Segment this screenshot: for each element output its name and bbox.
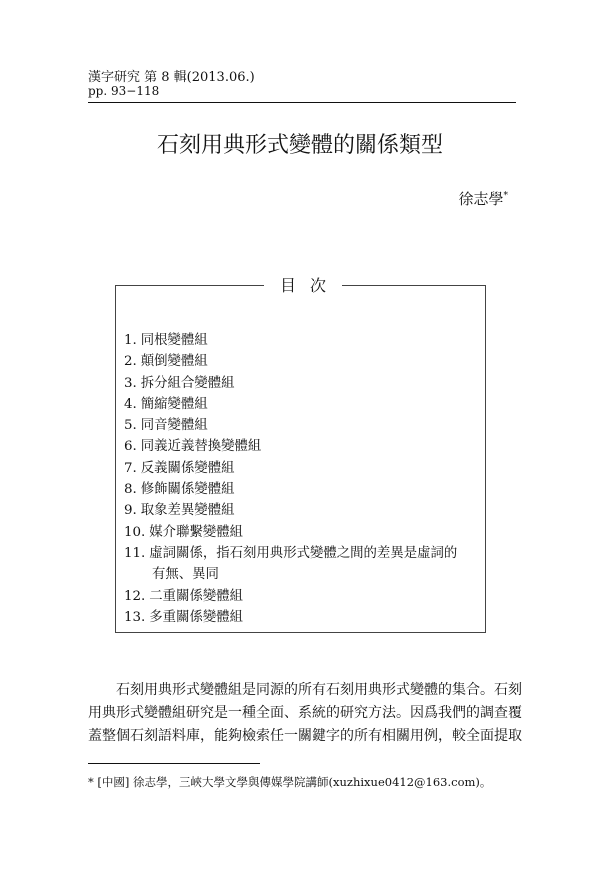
toc-item [124,330,484,351]
toc-item [124,586,484,607]
body-paragraph [88,679,522,748]
toc-item-label: 多重關係變體組 [149,609,244,625]
author-name: 徐志學 [458,190,504,208]
toc-item-number: 5. [124,418,137,434]
toc-item-number: 11. [124,545,146,561]
toc-item [124,415,484,436]
toc-item-number: 9. [124,503,137,519]
toc-item [124,351,484,372]
toc-item [124,436,484,457]
toc-item-number: 10. [124,524,146,540]
toc-item-label: 同根變體組 [140,333,208,348]
body-line: 用典形式變體組研究是一種全面、系統的研究方法。因爲我們的調查覆 [88,705,522,721]
page-range: pp. 93−118 [88,84,160,98]
toc-item [124,607,484,628]
toc-item-number: 4. [124,396,137,412]
toc-item-label: 反義關係變體組 [140,460,235,476]
toc-item-label: 二重關係變體組 [149,588,244,604]
body-line: 石刻用典形式變體組是同源的所有石刻用典形式變體的集合。石刻 [116,682,522,698]
toc-item [124,500,484,521]
paper-title: 石刻用典形式變體的關係類型 [156,133,443,158]
toc-item-label: 虛詞關係，指石刻用典形式變體之間的差異是虛詞的 [149,545,458,561]
toc-item [124,522,484,543]
toc-item-number: 6. [124,439,137,455]
toc-item-label: 修飾關係變體組 [140,482,235,498]
toc-item-label: 同音變體組 [140,418,208,434]
toc-item [124,458,484,479]
toc-item-label-continuation: 有無、異同 [152,567,219,583]
toc-item-label: 顛倒變體組 [140,354,208,370]
body-line: 蓋整個石刻語料庫，能夠檢索任一關鍵字的所有相關用例，較全面提取 [88,728,522,744]
toc-item-number: 13. [124,609,146,625]
toc-list [124,330,484,628]
toc-item [124,373,484,394]
footnote-divider [88,763,260,764]
toc-item-label: 取象差異變體組 [140,503,235,519]
toc-item-number: 3. [124,375,137,391]
toc-heading: 目次 [264,273,342,296]
author [458,188,508,209]
toc-item-label: 媒介聯繫變體組 [149,524,244,540]
footnote: * [中國] 徐志學，三峽大學文學與傳媒學院講師(xuzhixue0412@163.com)。 [88,775,492,789]
toc-item-number: 12. [124,588,146,604]
toc-item-label: 簡縮變體組 [140,396,208,412]
journal-info: 漢字研究 第 8 輯(2013.06.) [88,70,255,85]
toc-item-label: 同義近義替換變體組 [140,439,262,455]
toc-item-number: 7. [124,460,137,476]
toc-item [124,394,484,415]
toc-item-number: 8. [124,482,137,498]
toc-item-number: 1. [124,333,137,348]
header-divider [88,102,516,103]
toc-item [124,479,484,500]
toc-item-label: 拆分組合變體組 [140,375,235,391]
toc-item-number: 2. [124,354,137,370]
toc-item [124,543,484,586]
author-footnote-mark: * [503,191,508,201]
